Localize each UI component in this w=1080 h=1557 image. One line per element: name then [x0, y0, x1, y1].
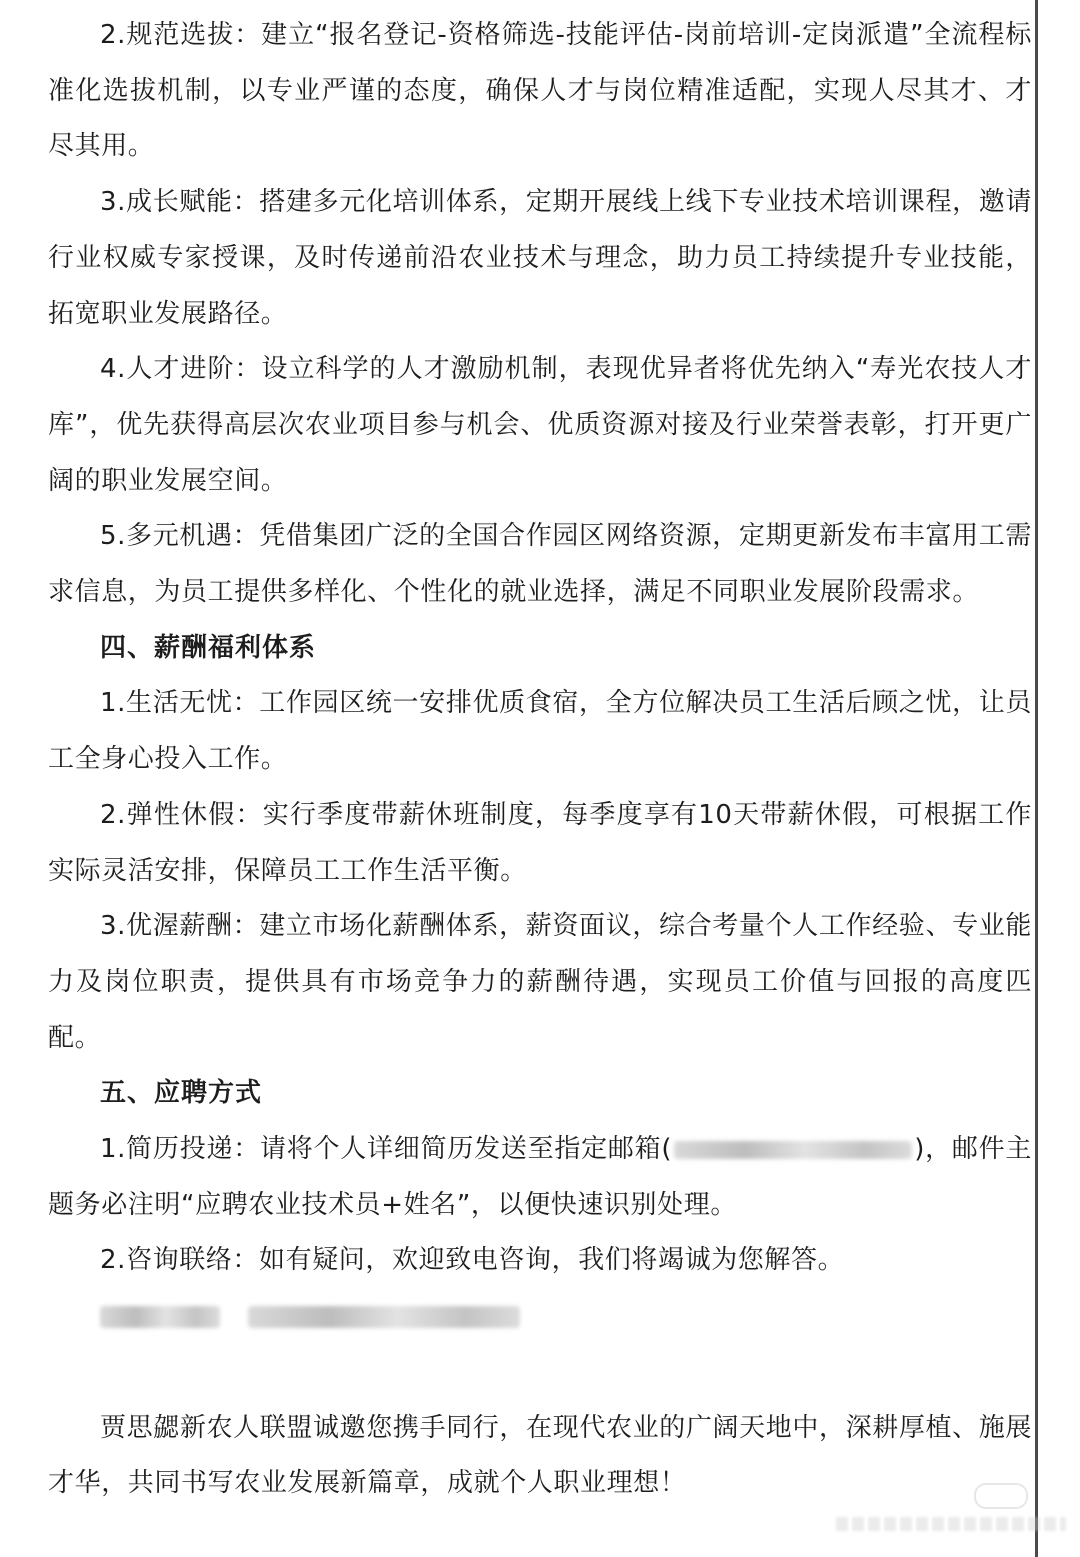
application-resume: [48, 1122, 1032, 1233]
paragraph-selection: 2.规范选拔：建立“报名登记-资格筛选-技能评估-岗前培训-定岗派遣”全流程标准化选拔机制，以专业严谨的态度，确保人才与岗位精准适配，实现人尽其才、才尽其用。: [48, 20, 1032, 162]
section-heading-application: 五、应聘方式: [100, 1078, 263, 1109]
resume-text-after: )，邮件主题务必注明“应聘农业技术员+姓名”，以便快速识别处理。: [48, 1134, 1032, 1220]
benefit-item-salary: 3.优渥薪酬：建立市场化薪酬体系，薪资面议，综合考量个人工作经验、专业能力及岗位职责，提供具有市场竞争力的薪酬待遇，实现员工价值与回报的高度匹配。: [48, 911, 1032, 1053]
document-body: [48, 8, 1032, 1512]
resume-text-before: 1.简历投递：请将个人详细简历发送至指定邮箱(: [100, 1134, 673, 1165]
benefit-item-leave: 2.弹性休假：实行季度带薪休班制度，每季度享有10天带薪休假，可根据工作实际灵活安排，保障员工工作生活平衡。: [48, 799, 1032, 886]
closing-paragraph: 贾思勰新农人联盟诚邀您携手同行，在现代农业的广阔天地中，深耕厚植、施展才华，共同书写农业发展新篇章，成就个人职业理想！: [48, 1412, 1032, 1499]
paragraph-opportunity: 5.多元机遇：凭借集团广泛的全国合作园区网络资源，定期更新发布丰富用工需求信息，为员工提供多样化、个性化的就业选择，满足不同职业发展阶段需求。: [48, 521, 1032, 608]
paragraph-talent: 4.人才进阶：设立科学的人才激励机制，表现优异者将优先纳入“寿光农技人才库”，优先获得高层次农业项目参与机会、优质资源对接及行业荣誉表彰，打开更广阔的职业发展空间。: [48, 354, 1032, 496]
section-heading-benefits: 四、薪酬福利体系: [100, 632, 317, 663]
watermark: [836, 1481, 1066, 1537]
application-consult: 2.咨询联络：如有疑问，欢迎致电咨询，我们将竭诚为您解答。: [100, 1245, 845, 1276]
watermark-logo-icon: [974, 1483, 1028, 1509]
redacted-email: [674, 1141, 912, 1159]
paragraph-growth: 3.成长赋能：搭建多元化培训体系，定期开展线上线下专业技术培训课程，邀请行业权威专家授课，及时传递前沿农业技术与理念，助力员工持续提升专业技能，拓宽职业发展路径。: [48, 187, 1032, 329]
blank-line: [48, 1345, 1032, 1401]
watermark-text-blur: [836, 1517, 1066, 1531]
redacted-contact-phone: [248, 1306, 520, 1328]
redacted-contact-line: [48, 1289, 1032, 1345]
benefit-item-living: 1.生活无忧：工作园区统一安排优质食宿，全方位解决员工生活后顾之忧，让员工全身心投入工作。: [48, 688, 1032, 775]
redacted-contact-name: [100, 1306, 220, 1328]
